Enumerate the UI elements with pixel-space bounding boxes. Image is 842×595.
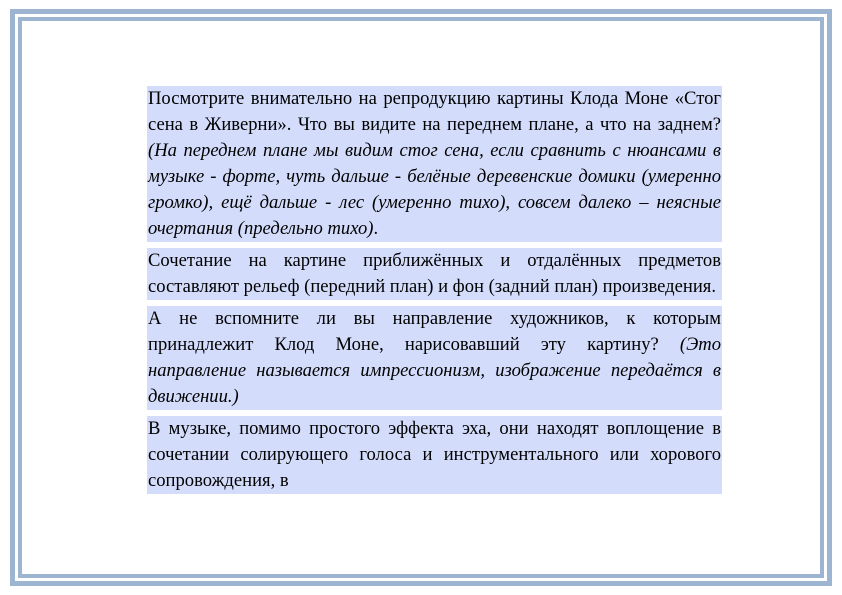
- paragraph-text: В музыке, помимо простого эффекта эха, они находят воплощение в сочетании солирующего голоса и инструментального или хорового сопровождения, в: [148, 418, 721, 491]
- paragraph-music-echo: [147, 416, 722, 494]
- paragraph-text: А не вспомните ли вы направление художников, к которым принадлежит Клод Моне, нарисовавший эту картину?: [148, 308, 721, 355]
- paragraph-text: Сочетание на картине приближённых и отдалённых предметов составляют рельеф (передний план) и фон (задний план) произведения.: [148, 250, 721, 297]
- paragraph-relief-background: [147, 248, 722, 300]
- text-box: [147, 86, 722, 551]
- paragraph-italic-answer: (Это направление называется импрессионизм, изображение передаётся в движении.): [148, 334, 721, 407]
- paragraph-tail: .: [373, 218, 379, 239]
- paragraph-monet-painting: [147, 86, 722, 242]
- paragraph-text: Посмотрите внимательно на репродукцию картины Клода Моне «Стог сена в Живерни». Что вы видите на переднем плане, а что на заднем?: [148, 88, 721, 135]
- paragraph-impressionism: [147, 306, 722, 410]
- paragraph-italic-answer: (На переднем плане мы видим стог сена, если сравнить с нюансами в музыке - форте, чуть дальше - белёные деревенские домики (умеренно громко), ещё дальше - лес (умеренно тихо), совсем далеко – неясные очертания (предельно тихо): [148, 140, 721, 239]
